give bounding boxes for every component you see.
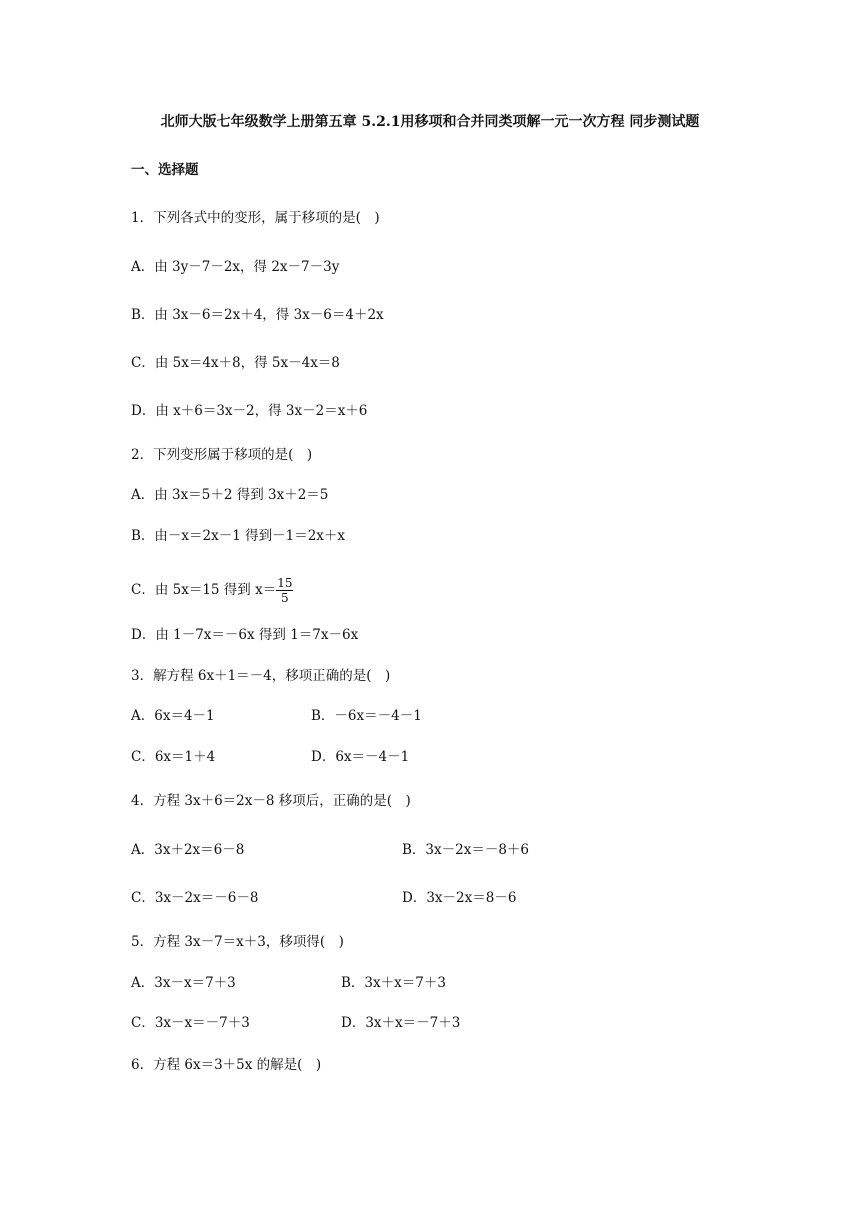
question-2-option-c <box>131 576 293 605</box>
question-5-stem: 5．方程 3x－7＝x＋3，移项得( ) <box>131 934 344 950</box>
question-2-option-d: D．由 1－7x＝－6x 得到 1＝7x－6x <box>131 627 359 643</box>
question-5-option-a: A．3x－x＝7＋3 <box>131 975 236 991</box>
question-3-stem: 3．解方程 6x＋1＝－4，移项正确的是( ) <box>131 668 391 684</box>
question-3-option-d: D．6x＝－4－1 <box>311 749 410 765</box>
question-4-stem: 4．方程 3x＋6＝2x－8 移项后，正确的是( ) <box>131 793 411 809</box>
fraction-numerator: 15 <box>277 576 293 590</box>
question-1-option-a: A．由 3y－7－2x，得 2x－7－3y <box>131 259 340 275</box>
question-4-option-b: B．3x－2x＝－8＋6 <box>402 842 530 858</box>
page-title: 北师大版七年级数学上册第五章 5.2.1用移项和合并同类项解一元一次方程 同步测试题 <box>160 114 700 130</box>
question-1-option-d: D．由 x＋6＝3x－2，得 3x－2＝x＋6 <box>131 403 368 419</box>
question-1-option-c: C．由 5x＝4x＋8，得 5x－4x＝8 <box>131 355 340 371</box>
fraction-denominator: 5 <box>281 591 289 605</box>
question-5-option-b: B．3x＋x＝7＋3 <box>341 975 446 991</box>
question-2-stem: 2．下列变形属于移项的是( ) <box>131 447 313 463</box>
question-6-stem: 6．方程 6x＝3＋5x 的解是( ) <box>131 1057 322 1073</box>
question-3-option-a: A．6x＝4－1 <box>131 708 215 724</box>
question-3-option-b: B．－6x＝－4－1 <box>311 708 422 724</box>
section-heading: 一、选择题 <box>131 162 199 178</box>
question-5-option-c: C．3x－x＝－7＋3 <box>131 1015 250 1031</box>
question-2-option-b: B．由－x＝2x－1 得到－1＝2x＋x <box>131 528 346 544</box>
question-1-option-b: B．由 3x－6＝2x＋4，得 3x－6＝4＋2x <box>131 307 384 323</box>
question-1-stem: 1．下列各式中的变形，属于移项的是( ) <box>131 210 380 226</box>
question-2-option-a: A．由 3x＝5＋2 得到 3x＋2＝5 <box>131 487 329 503</box>
question-2-option-c-text: C．由 5x＝15 得到 x＝ <box>131 582 277 598</box>
question-4-option-d: D．3x－2x＝8－6 <box>402 890 517 906</box>
question-3-option-c: C．6x＝1＋4 <box>131 749 216 765</box>
question-5-option-d: D．3x＋x＝－7＋3 <box>341 1015 461 1031</box>
question-4-option-c: C．3x－2x＝－6－8 <box>131 890 259 906</box>
question-4-option-a: A．3x＋2x＝6－8 <box>131 842 245 858</box>
fraction <box>276 576 293 605</box>
